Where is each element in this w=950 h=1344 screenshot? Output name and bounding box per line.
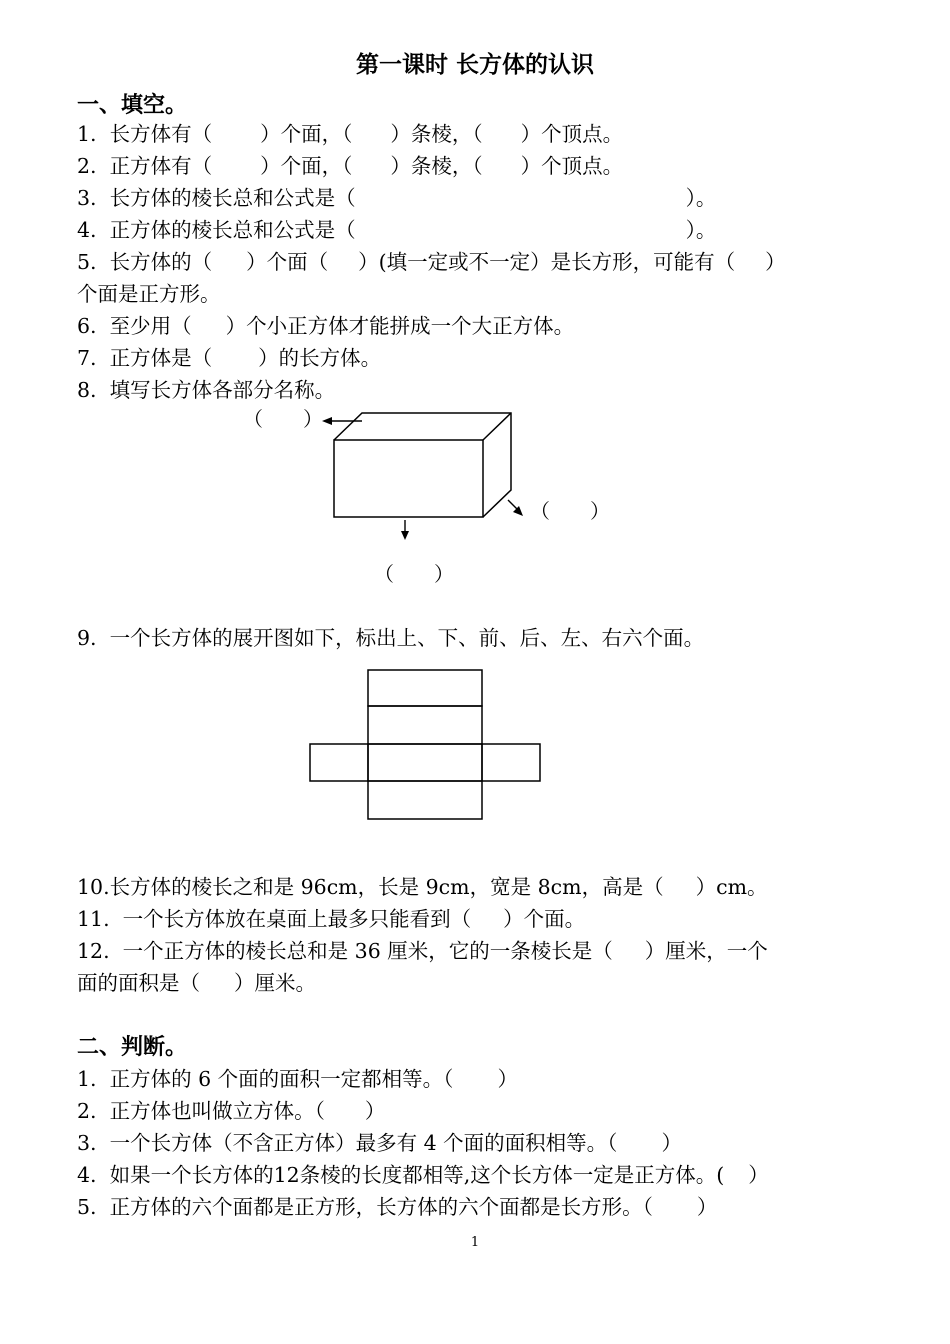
label-blank-bottom[interactable]: （ ） [374,562,454,586]
cuboid-diagram [0,400,950,600]
question-5-continued: 个面是正方形。 [77,282,221,306]
net-face[interactable] [368,706,482,744]
question-11: 11. 一个长方体放在桌面上最多只能看到（ ）个面。 [77,907,586,931]
judge-2: 2. 正方体也叫做立方体。（ ） [77,1099,386,1123]
q-number: 1. [77,122,97,146]
question-7: 7. 正方体是（ ）的长方体。 [77,346,382,370]
question-8: 8. 填写长方体各部分名称。 [77,378,336,402]
question-2: 2. 正方体有（ ）个面，（ ）条棱，（ ）个顶点。 [77,154,624,178]
question-9: 9. 一个长方体的展开图如下，标出上、下、前、后、左、右六个面。 [77,626,705,650]
section-true-false: 二、判断。 [77,1035,188,1060]
cuboid-net-diagram [0,660,950,830]
cuboid-depth-edges [334,413,511,517]
label-blank-top[interactable]: （ ） [243,407,323,431]
question-6: 6. 至少用（ ）个小正方体才能拼成一个大正方体。 [77,314,575,338]
label-blank-right[interactable]: （ ） [530,499,610,523]
judge-3: 3. 一个长方体（不含正方体）最多有 4 个面的面积相等。（ ） [77,1131,682,1155]
question-12-continued: 面的面积是（ ）厘米。 [77,971,316,995]
net-face[interactable] [368,781,482,819]
net-face[interactable] [482,744,540,781]
judge-5: 5. 正方体的六个面都是正方形，长方体的六个面都是长方形。（ ） [77,1195,718,1219]
question-10: 10.长方体的棱长之和是 96cm，长是 9cm，宽是 8cm，高是（ ）cm。 [77,875,768,899]
net-face[interactable] [368,744,482,781]
net-face[interactable] [368,670,482,706]
judge-4: 4. 如果一个长方体的12条棱的长度都相等,这个长方体一定是正方体。( ） [77,1163,769,1187]
question-4: 4. 正方体的棱长总和公式是（ ）。 [77,218,717,242]
page-title: 第一课时 长方体的认识 [355,52,594,78]
question-5: 5. 长方体的（ ）个面（ ）(填一定或不一定）是长方形，可能有（ ） [77,250,786,274]
judge-1: 1. 正方体的 6 个面的面积一定都相等。（ ） [77,1067,518,1091]
page-number: 1 [470,1235,480,1250]
question-12: 12. 一个正方体的棱长总和是 36 厘米，它的一条棱长是（ ）厘米，一个 [77,939,768,963]
cuboid-front-face [334,440,483,517]
question-3: 3. 长方体的棱长总和公式是（ ）。 [77,186,717,210]
question-1: 1. 长方体有（ ）个面，（ ）条棱，（ ）个顶点。 [77,122,624,146]
section-fill-in: 一、填空。 [77,93,188,118]
net-face[interactable] [310,744,368,781]
